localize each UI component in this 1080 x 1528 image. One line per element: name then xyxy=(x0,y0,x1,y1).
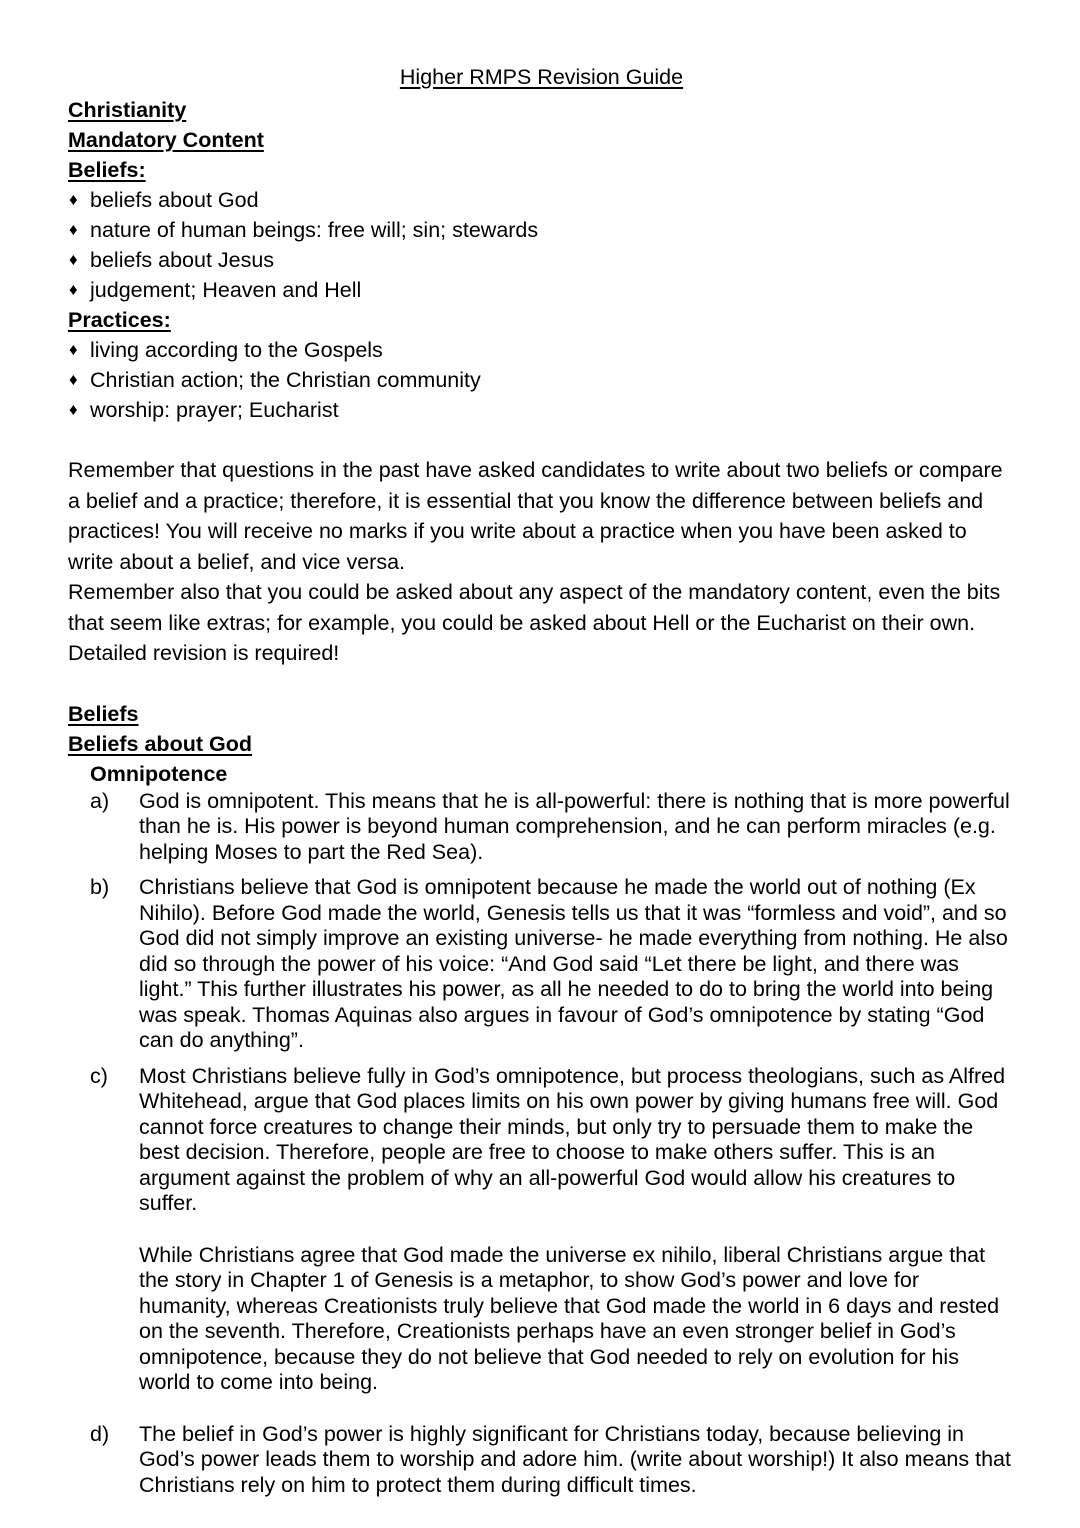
list-item-text: God is omnipotent. This means that he is all-powerful: there is nothing that is more powerful than he is. His power is beyond human comprehension, and he can perform miracles (e.g. helping Moses to part the Red Sea). xyxy=(139,788,1010,864)
diamond-bullet-icon: ♦ xyxy=(69,340,78,359)
list-item-label: judgement; Heaven and Hell xyxy=(90,278,362,302)
list-item-marker: d) xyxy=(90,1421,110,1446)
diamond-bullet-icon: ♦ xyxy=(69,190,78,209)
list-item-label: worship: prayer; Eucharist xyxy=(90,398,339,422)
list-item xyxy=(90,1064,1015,1217)
heading-beliefs xyxy=(68,699,1015,729)
list-item xyxy=(90,789,1015,866)
heading-omnipotence: Omnipotence xyxy=(90,761,228,786)
page-title-text: Higher RMPS Revision Guide xyxy=(399,65,684,89)
heading-christianity xyxy=(68,95,1015,125)
heading-mandatory-content-text: Mandatory Content xyxy=(68,128,264,152)
list-item xyxy=(68,215,1015,245)
heading-beliefs-colon xyxy=(68,155,1015,185)
spacer xyxy=(68,669,1015,699)
list-item-text: Most Christians believe fully in God’s omnipotence, but process theologians, such as Alfred Whitehead, argue that God places limits on his own power by giving humans free will. God cannot force creatures to change their minds, but only try to persuade them to make the best decision. Therefore, people are free to choose to make others suffer. This is an argument against the problem of why an all-powerful God would allow his creatures to suffer. xyxy=(139,1063,1006,1215)
diamond-bullet-icon: ♦ xyxy=(69,220,78,239)
list-item-label: nature of human beings: free will; sin; stewards xyxy=(90,218,539,242)
list-item-marker: a) xyxy=(90,788,110,813)
spacer xyxy=(68,425,1015,455)
list-item-marker: c) xyxy=(90,1063,108,1088)
omnipotence-point-d-list xyxy=(68,1422,1015,1499)
diamond-bullet-icon: ♦ xyxy=(69,400,78,419)
list-item-text: Christians believe that God is omnipotent because he made the world out of nothing (Ex Nihilo). Before God made the world, Genesis tells us that it was “formless and void”, and so God did not simply improve an existing universe- he made everything from nothing. He also did so through the power of his voice: “And God said “Let there be light, and there was light.” This further illustrates his power, as all he needed to do to bring the world into being was speak. Thomas Aquinas also argues in favour of God’s omnipotence by stating “God can do anything”. xyxy=(139,875,1008,1052)
heading-practices-colon xyxy=(68,305,1015,335)
note-paragraph-2: Remember also that you could be asked about any aspect of the mandatory content, even the bits that seem like extras; for example, you could be asked about Hell or the Eucharist on their own. Detailed revision is required! xyxy=(68,580,1001,665)
list-item xyxy=(90,875,1015,1054)
list-item-label: living according to the Gospels xyxy=(90,338,383,362)
diamond-bullet-icon: ♦ xyxy=(69,370,78,389)
list-item xyxy=(90,1422,1015,1499)
heading-beliefs-text: Beliefs xyxy=(68,701,139,726)
list-item xyxy=(68,335,1015,365)
page-title xyxy=(68,62,1015,92)
heading-mandatory-content xyxy=(68,125,1015,155)
list-item-label: Christian action; the Christian community xyxy=(90,368,481,392)
diamond-bullet-icon: ♦ xyxy=(69,250,78,269)
heading-christianity-text: Christianity xyxy=(68,98,187,122)
creationists-paragraph: While Christians agree that God made the universe ex nihilo, liberal Christians argue that the story in Chapter 1 of Genesis is a metaphor, to show God’s power and love for humanity, whereas Creationists truly believe that God made the world in 6 days and rested on the seventh. Therefore, Creationists perhaps have an even stronger belief in God’s omnipotence, because they do not believe that God needed to rely on evolution for his world to come into being. xyxy=(139,1242,1000,1394)
list-item xyxy=(68,395,1015,425)
note-paragraph-1: Remember that questions in the past have asked candidates to write about two beliefs or compare a belief and a practice; therefore, it is essential that you know the difference between beliefs and practices! You will receive no marks if you write about a practice when you have been asked to write about a belief, and vice versa. xyxy=(68,458,1003,574)
list-item xyxy=(68,245,1015,275)
diamond-bullet-icon: ♦ xyxy=(69,280,78,299)
practices-bullet-list xyxy=(68,335,1015,425)
list-item-marker: b) xyxy=(90,875,110,899)
list-item-label: beliefs about Jesus xyxy=(90,248,275,272)
spacer xyxy=(68,1227,1015,1243)
list-item-label: beliefs about God xyxy=(90,188,259,212)
list-item xyxy=(68,185,1015,215)
spacer xyxy=(68,1406,1015,1422)
omnipotence-point-list xyxy=(68,789,1015,1217)
list-item xyxy=(68,365,1015,395)
beliefs-bullet-list xyxy=(68,185,1015,305)
heading-beliefs-colon-text: Beliefs: xyxy=(68,158,146,182)
heading-beliefs-about-god xyxy=(68,729,1015,759)
heading-beliefs-about-god-text: Beliefs about God xyxy=(68,731,252,756)
list-item-text: The belief in God’s power is highly significant for Christians today, because believing in God’s power leads them to worship and adore him. (write about worship!) It also means that Christians rely on him to protect them during difficult times. xyxy=(139,1421,1011,1497)
list-item xyxy=(68,275,1015,305)
heading-practices-colon-text: Practices: xyxy=(68,308,171,332)
